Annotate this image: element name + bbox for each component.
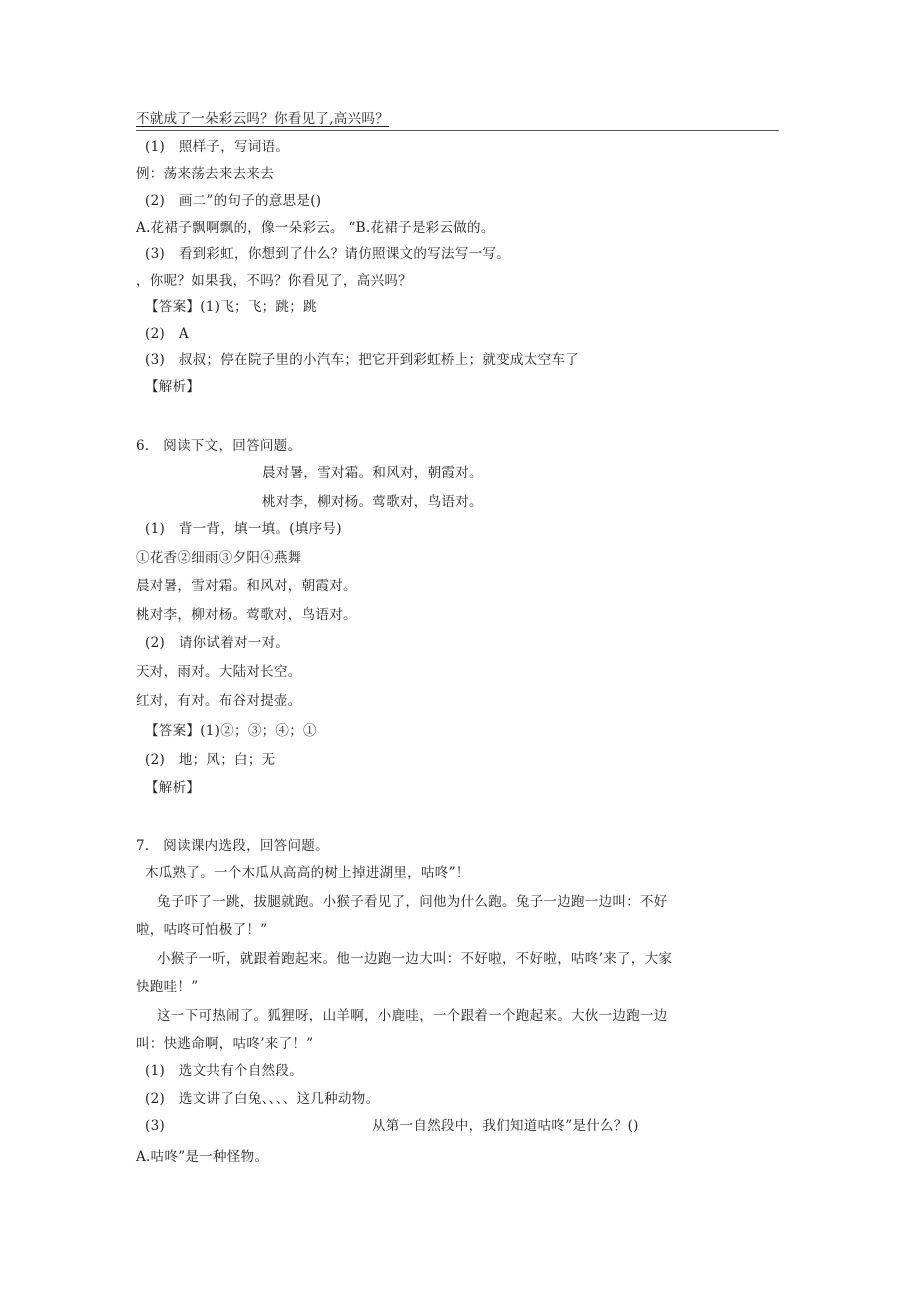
text-line-q6-1: (1) 背一背，填一填。(填序号) bbox=[145, 521, 342, 537]
text-line-q6-1-line-1: 晨对暑，雪对霜。和风对，朝霞对。 bbox=[136, 578, 357, 594]
text-line-q6-2-line-2: 红对，有对。布谷对提壶。 bbox=[136, 693, 302, 709]
text-line-q7-3-option-a: A.咕咚”是一种怪物。 bbox=[136, 1149, 269, 1165]
text-line-q6-analysis: 【解析】 bbox=[145, 780, 201, 796]
text-line-q5-1: (1) 照样子，写词语。 bbox=[145, 139, 290, 155]
header-rule bbox=[136, 130, 779, 131]
text-line-q5-3-frame: ，你呢？如果我，不吗？你看见了，高兴吗？ bbox=[136, 273, 412, 289]
text-line-q6-1-line-2: 桃对李，柳对杨。莺歌对，鸟语对。 bbox=[136, 607, 357, 623]
text-line-q7-p4b: 叫：快逃命啊，咕咚’来了！” bbox=[136, 1036, 314, 1052]
text-line-q5-answer-3: (3) 叔叔；停在院子里的小汽车；把它开到彩虹桥上；就变成太空车了 bbox=[145, 352, 580, 368]
text-line-q7-p1: 木瓜熟了。一个木瓜从高高的树上掉进湖里，咕咚”！ bbox=[145, 865, 470, 881]
text-line-q5-2-options: A.花裙子飘啊飘的，像一朵彩云。 “B.花裙子是彩云做的。 bbox=[136, 220, 495, 236]
text-line-q6-2: (2) 请你试着对一对。 bbox=[145, 635, 290, 651]
text-line-q7-p3a: 小猴子一听，就跟着跑起来。他一边跑一边大叫：不好啦，不好啦，咕咚’来了，大家 bbox=[157, 951, 673, 967]
text-line-q5-answer-1: 【答案】(1)飞；飞；跳；跳 bbox=[145, 299, 317, 315]
text-line-q7-p2b: 啦，咕咚可怕极了！” bbox=[136, 922, 268, 938]
text-line-q6-poem-1: 晨对暑，雪对霜。和风对，朝霞对。 bbox=[262, 465, 483, 481]
text-line-q7-p3b: 快跑哇！” bbox=[136, 979, 199, 995]
text-line-q7-p4a: 这一下可热闹了。狐狸呀，山羊啊，小鹿哇，一个跟着一个跑起来。大伙一边跑一边 bbox=[157, 1008, 668, 1024]
text-line-q7-3-text: 从第一自然段中，我们知道咕咚”是什么？() bbox=[372, 1118, 639, 1134]
text-line-q6-2-line-1: 天对，雨对。大陆对长空。 bbox=[136, 664, 302, 680]
text-line-q6-title: 6. 阅读下文，回答问题。 bbox=[136, 438, 302, 454]
carryover-line: 不就成了一朵彩云吗？你看见了,高兴吗？ bbox=[136, 111, 389, 127]
text-line-q5-3: (3) 看到彩虹，你想到了什么？请仿照课文的写法写一写。 bbox=[145, 246, 511, 262]
text-line-q6-answer-1: 【答案】(1)②；③；④；① bbox=[145, 723, 317, 739]
text-line-q5-example: 例：荡来荡去来去来去 bbox=[136, 166, 274, 182]
text-line-q6-poem-2: 桃对李，柳对杨。莺歌对，鸟语对。 bbox=[262, 494, 483, 510]
text-line-q5-answer-2: (2) A bbox=[145, 326, 189, 342]
text-line-q7-p2a: 兔子吓了一跳，拔腿就跑。小猴子看见了，问他为什么跑。兔子一边跑一边叫：不好 bbox=[157, 894, 668, 910]
text-line-q5-analysis: 【解析】 bbox=[145, 379, 201, 395]
text-line-q7-3-num: (3) bbox=[145, 1118, 166, 1134]
text-line-q6-answer-2: (2) 地；风；白；无 bbox=[145, 752, 276, 768]
text-line-q7-2: (2) 选文讲了白兔、、、、这几种动物。 bbox=[145, 1091, 380, 1107]
text-line-q6-1-options: ①花香②细雨③夕阳④燕舞 bbox=[136, 550, 302, 566]
text-line-q7-title: 7. 阅读课内选段，回答问题。 bbox=[136, 838, 329, 854]
text-line-q7-1: (1) 选文共有个自然段。 bbox=[145, 1063, 304, 1079]
text-line-q5-2: (2) 画二”的句子的意思是() bbox=[145, 193, 322, 209]
